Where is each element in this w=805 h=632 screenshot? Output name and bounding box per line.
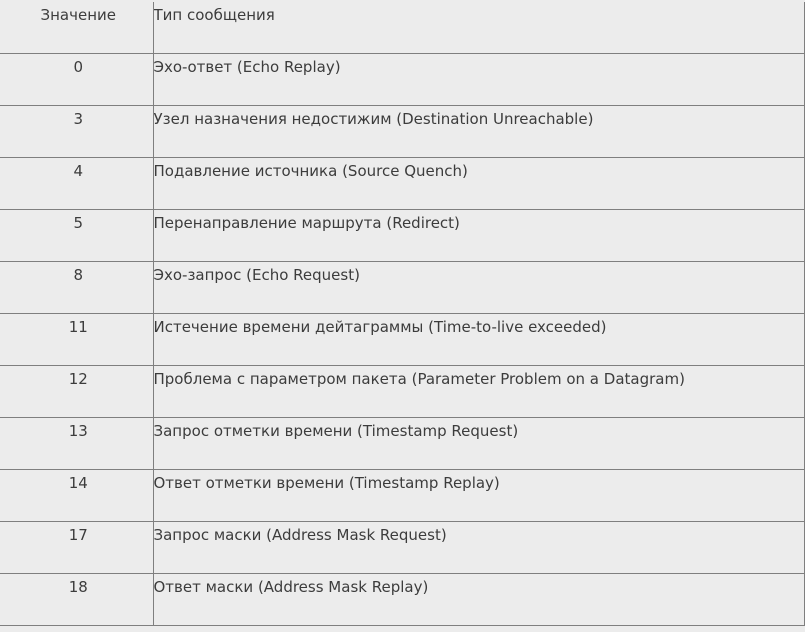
- row-value: 11: [0, 314, 153, 366]
- table-row: [0, 106, 804, 158]
- table-row: [0, 470, 804, 522]
- row-message-type: Запрос отметки времени (Timestamp Request): [153, 418, 804, 470]
- row-value: 3: [0, 106, 153, 158]
- row-value: 4: [0, 158, 153, 210]
- row-message-type: Запрос маски (Address Mask Request): [153, 522, 804, 574]
- row-message-type: Эхо-запрос (Echo Request): [153, 262, 804, 314]
- table-row: [0, 314, 804, 366]
- row-message-type: Узел назначения недостижим (Destination Unreachable): [153, 106, 804, 158]
- table-row: [0, 158, 804, 210]
- table-row: [0, 418, 804, 470]
- row-value: 18: [0, 574, 153, 626]
- row-message-type: Эхо-ответ (Echo Replay): [153, 54, 804, 106]
- table-body: [0, 54, 804, 626]
- header-message-type: Тип сообщения: [153, 2, 804, 54]
- table-row: [0, 210, 804, 262]
- table-header: [0, 2, 804, 54]
- row-message-type: Истечение времени дейтаграммы (Time-to-live exceeded): [153, 314, 804, 366]
- row-value: 0: [0, 54, 153, 106]
- row-value: 12: [0, 366, 153, 418]
- row-message-type: Ответ отметки времени (Timestamp Replay): [153, 470, 804, 522]
- row-message-type: Ответ маски (Address Mask Replay): [153, 574, 804, 626]
- table-row: [0, 366, 804, 418]
- table-row: [0, 54, 804, 106]
- table-row: [0, 574, 804, 626]
- row-value: 13: [0, 418, 153, 470]
- table-row: [0, 262, 804, 314]
- table-row: [0, 522, 804, 574]
- row-value: 17: [0, 522, 153, 574]
- row-value: 8: [0, 262, 153, 314]
- row-message-type: Проблема с параметром пакета (Parameter Problem on a Datagram): [153, 366, 804, 418]
- row-value: 5: [0, 210, 153, 262]
- header-row: [0, 2, 804, 54]
- row-message-type: Подавление источника (Source Quench): [153, 158, 804, 210]
- row-value: 14: [0, 470, 153, 522]
- row-message-type: Перенаправление маршрута (Redirect): [153, 210, 804, 262]
- icmp-message-types-table: [0, 2, 805, 626]
- header-value: Значение: [0, 2, 153, 54]
